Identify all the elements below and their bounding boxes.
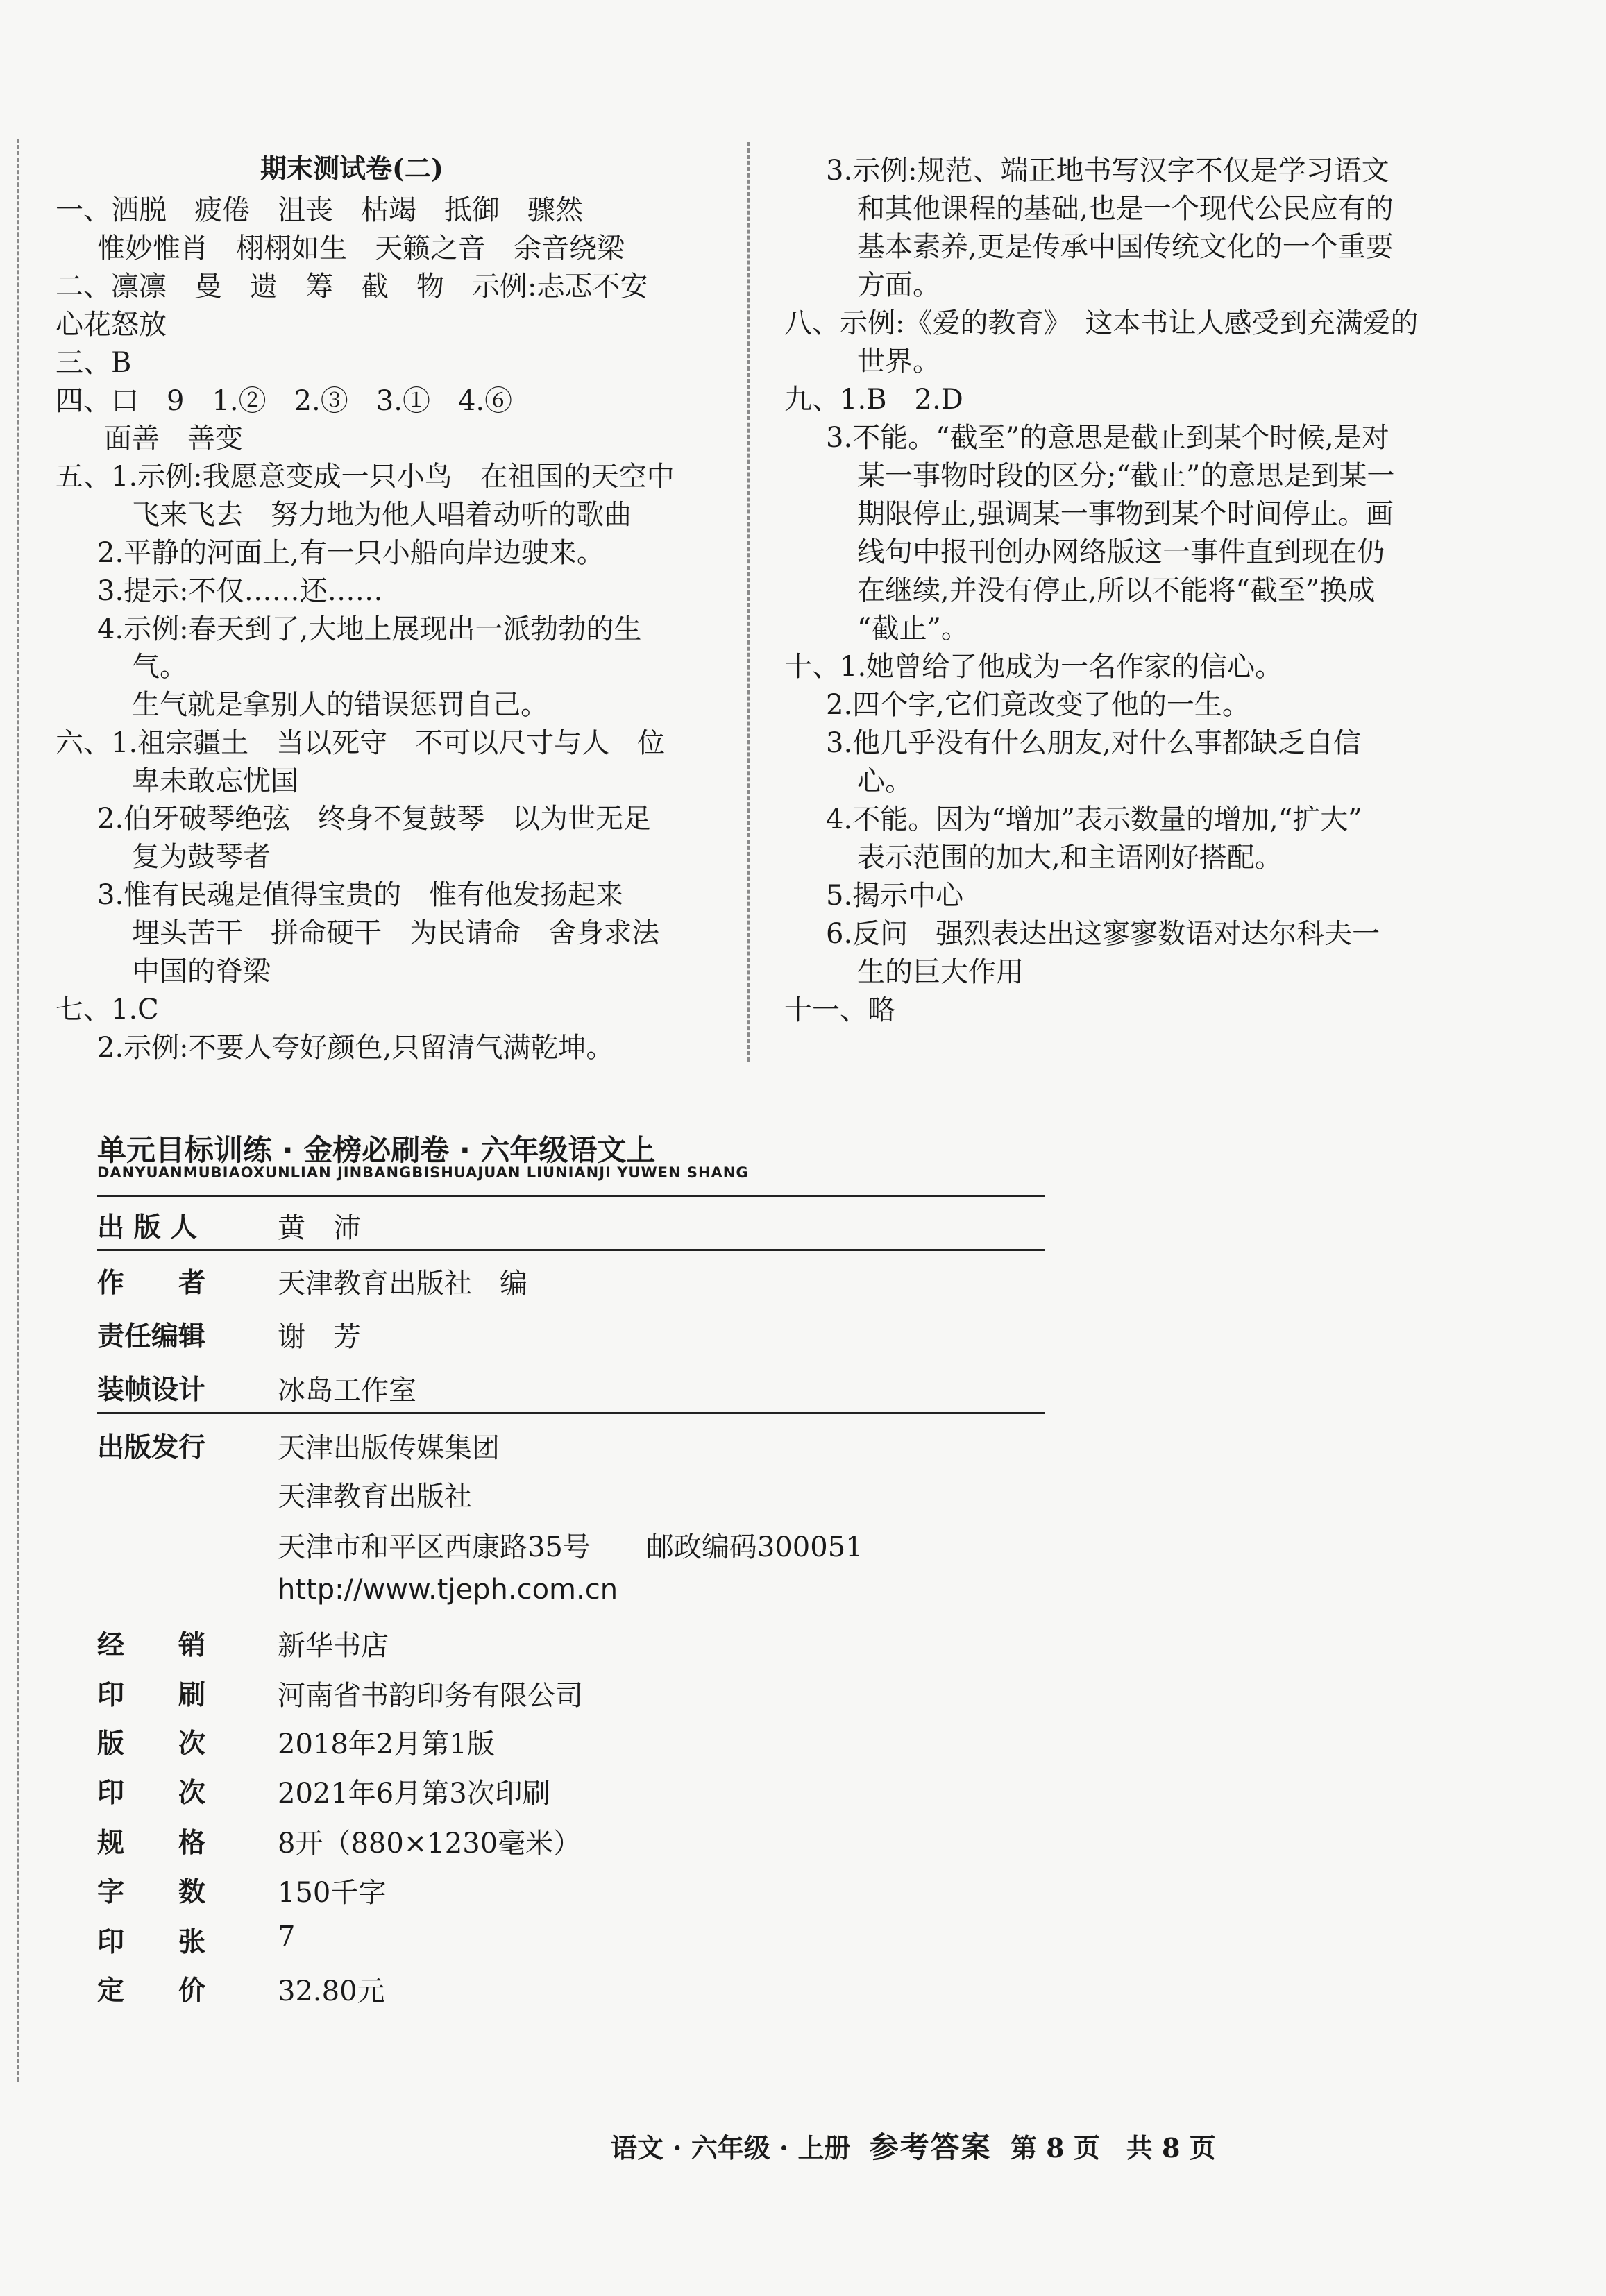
- answer-line: 十一、略: [784, 994, 895, 1026]
- answer-line: 2.伯牙破琴绝弦 终身不复鼓琴 以为世无足: [97, 803, 652, 835]
- answer-line: 生的巨大作用: [857, 956, 1024, 988]
- column-divider-left: [17, 139, 19, 2082]
- answer-line: 2.平静的河面上,有一只小船向岸边驶来。: [97, 537, 605, 569]
- book-title-pinyin: DANYUANMUBIAOXUNLIAN JINBANGBISHUAJUAN LIUNIANJI YUWEN SHANG: [97, 1164, 749, 1181]
- colophon-label: 定 价: [97, 1975, 206, 2007]
- colophon-label: 经 销: [97, 1630, 206, 1661]
- answer-line: 期限停止,强调某一事物到某个时间停止。画: [857, 498, 1394, 530]
- answer-line: 5.揭示中心: [826, 880, 964, 912]
- answer-line: 卑未敢忘忧国: [132, 765, 298, 797]
- colophon-value: 150千字: [278, 1877, 387, 1909]
- page-footer: [611, 2125, 1216, 2166]
- answer-line: 3.他几乎没有什么朋友,对什么事都缺乏自信: [826, 727, 1361, 759]
- answer-line: 2.示例:不要人夸好颜色,只留清气满乾坤。: [97, 1032, 614, 1064]
- colophon-value: 32.80元: [278, 1975, 385, 2007]
- answer-line: 中国的脊梁: [132, 955, 271, 987]
- answer-line: 六、1.祖宗疆土 当以死守 不可以尺寸与人 位: [56, 727, 666, 759]
- colophon-value: 天津市和平区西康路35号 邮政编码300051: [278, 1531, 863, 1563]
- colophon-label: 印 次: [97, 1778, 206, 1809]
- answer-line: 3.不能。“截至”的意思是截止到某个时候,是对: [826, 422, 1389, 454]
- answer-line: 2.四个字,它们竟改变了他的一生。: [826, 689, 1250, 721]
- colophon-label: 装帧设计: [97, 1375, 206, 1406]
- colophon-value: 天津出版传媒集团: [278, 1432, 500, 1464]
- book-title: 单元目标训练 · 金榜必刷卷 · 六年级语文上: [97, 1133, 656, 1167]
- colophon-label: 出 版 人: [97, 1212, 198, 1243]
- rule-line: [97, 1249, 1045, 1251]
- answer-line: 6.反问 强烈表达出这寥寥数语对达尔科夫一: [826, 918, 1380, 950]
- answer-line: 面善 善变: [104, 423, 243, 454]
- rule-line: [97, 1412, 1045, 1414]
- answer-line: 心花怒放: [56, 309, 167, 341]
- colophon-label: 作 者: [97, 1268, 206, 1299]
- answer-line: 五、1.示例:我愿意变成一只小鸟 在祖国的天空中: [56, 461, 675, 493]
- answer-line: 在继续,并没有停止,所以不能将“截至”换成: [857, 575, 1376, 606]
- answer-line: 气。: [132, 651, 187, 683]
- colophon-value: 河南省书韵印务有限公司: [278, 1680, 583, 1712]
- answer-line: 埋头苦干 拼命硬干 为民请命 舍身求法: [132, 917, 659, 949]
- answer-line: 4.示例:春天到了,大地上展现出一派勃勃的生: [97, 613, 642, 645]
- section-title: 期末测试卷(二): [260, 153, 443, 184]
- colophon-label: 字 数: [97, 1877, 206, 1908]
- answer-line: 心。: [857, 765, 913, 797]
- colophon-label: 规 格: [97, 1828, 206, 1859]
- colophon-value: 天津教育出版社: [278, 1481, 472, 1513]
- answer-line: 基本素养,更是传承中国传统文化的一个重要: [857, 231, 1394, 263]
- colophon-value: 谢 芳: [278, 1321, 361, 1353]
- colophon-value: 冰岛工作室: [278, 1375, 416, 1406]
- answer-line: 三、B: [56, 347, 132, 379]
- answer-line: 四、口 9 1.② 2.③ 3.① 4.⑥: [56, 385, 513, 417]
- colophon-label: 版 次: [97, 1728, 206, 1760]
- colophon-value: 7: [278, 1921, 296, 1953]
- answer-line: 二、凛凛 曼 遗 筹 截 物 示例:忐忑不安: [56, 271, 648, 303]
- colophon-value: 天津教育出版社 编: [278, 1268, 527, 1300]
- rule-line: [97, 1195, 1045, 1197]
- answer-line: 和其他课程的基础,也是一个现代公民应有的: [857, 193, 1394, 225]
- answer-line: 十、1.她曾给了他成为一名作家的信心。: [784, 651, 1283, 683]
- colophon-label: 印 刷: [97, 1680, 206, 1711]
- publisher-website: http://www.tjeph.com.cn: [278, 1574, 618, 1606]
- column-divider-center: [747, 142, 750, 1062]
- colophon-value: 2018年2月第1版: [278, 1728, 495, 1760]
- answer-line: 一、洒脱 疲倦 沮丧 枯竭 抵御 骤然: [56, 194, 583, 226]
- answer-line: 飞来飞去 努力地为他人唱着动听的歌曲: [132, 499, 632, 531]
- answer-line: 惟妙惟肖 栩栩如生 天籁之音 余音绕梁: [97, 232, 625, 264]
- colophon-label: 出版发行: [97, 1432, 206, 1463]
- answer-line: 线句中报刊创办网络版这一事件直到现在仍: [857, 536, 1385, 568]
- answer-line: 八、示例:《爱的教育》 这本书让人感受到充满爱的: [784, 307, 1419, 339]
- footer-brand: 参考答案: [869, 2130, 992, 2164]
- colophon-label: 责任编辑: [97, 1321, 206, 1352]
- answer-line: 表示范围的加大,和主语刚好搭配。: [857, 842, 1283, 874]
- answer-line: 3.惟有民魂是值得宝贵的 惟有他发扬起来: [97, 879, 624, 911]
- answer-line: 3.提示:不仅……还……: [97, 575, 383, 607]
- colophon-label: 印 张: [97, 1927, 206, 1958]
- answer-line: 七、1.C: [56, 994, 159, 1026]
- answer-line: 4.不能。因为“增加”表示数量的增加,“扩大”: [826, 803, 1362, 835]
- footer-page-number: 第 8 页 共 8 页: [1010, 2132, 1216, 2163]
- colophon-value: 8开（880×1230毫米）: [278, 1828, 582, 1860]
- answer-line: 生气就是拿别人的错误惩罚自己。: [132, 689, 548, 721]
- answer-line: 复为鼓琴者: [132, 841, 271, 873]
- answer-line: 某一事物时段的区分;“截止”的意思是到某一: [857, 460, 1395, 492]
- colophon-value: 黄 沛: [278, 1212, 361, 1244]
- answer-line: “截止”。: [857, 613, 969, 645]
- colophon-value: 2021年6月第3次印刷: [278, 1778, 550, 1810]
- footer-subject: 语文 · 六年级 · 上册: [611, 2132, 851, 2163]
- answer-line: 方面。: [857, 269, 940, 301]
- colophon-value: 新华书店: [278, 1630, 389, 1662]
- answer-line: 世界。: [857, 346, 940, 377]
- answer-line: 九、1.B 2.D: [784, 384, 963, 416]
- answer-line: 3.示例:规范、端正地书写汉字不仅是学习语文: [826, 155, 1389, 187]
